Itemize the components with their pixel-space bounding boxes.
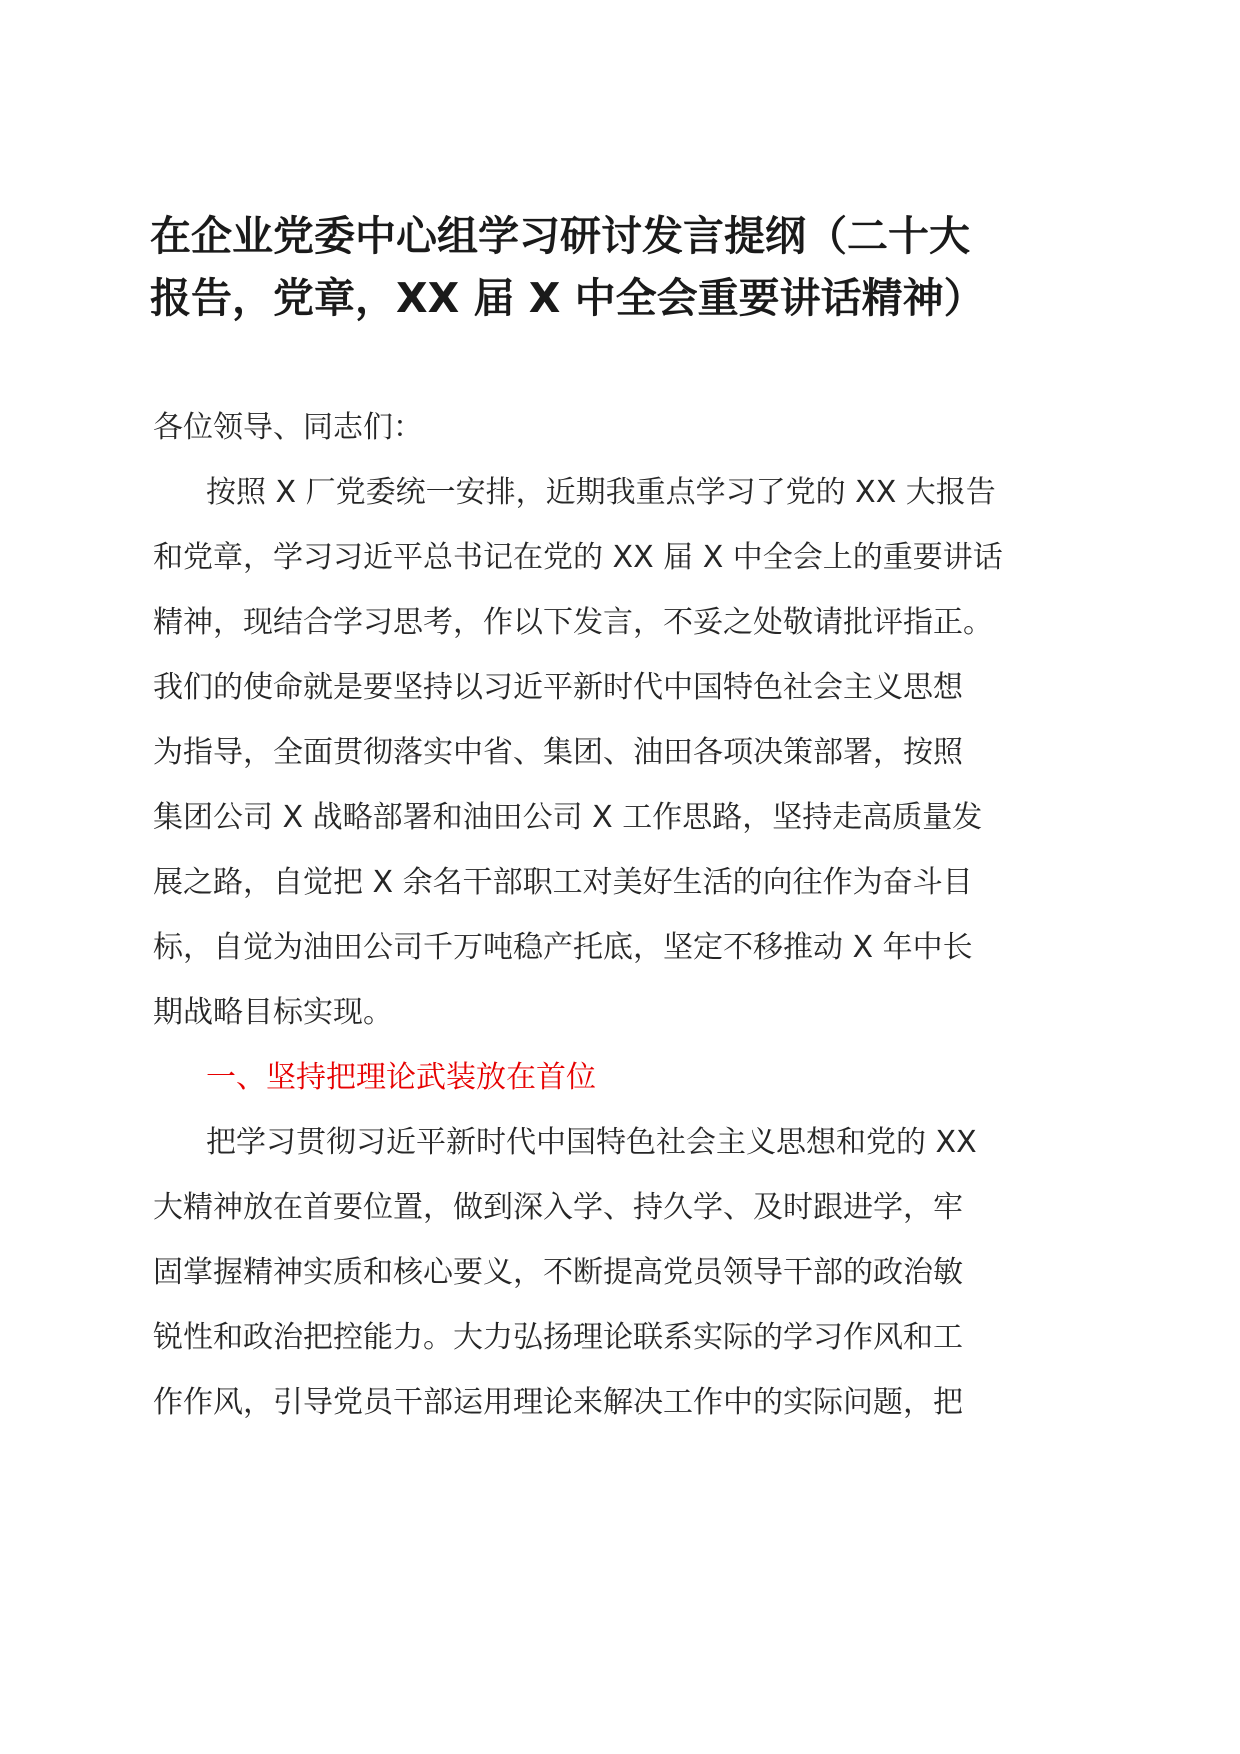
paragraph-line: 我们的使命就是要坚持以习近平新时代中国特色社会主义思想 xyxy=(153,670,963,705)
title-line-1: 在企业党委中心组学习研讨发言提纲（二十大 xyxy=(150,212,970,260)
paragraph-line: 和党章，学习习近平总书记在党的 XX 届 X 中全会上的重要讲话 xyxy=(153,540,1003,575)
document-title xyxy=(150,205,1090,329)
paragraph-1 xyxy=(153,460,1093,1045)
paragraph-line: 标，自觉为油田公司千万吨稳产托底，坚定不移推动 X 年中长 xyxy=(153,930,973,965)
paragraph-line: 把学习贯彻习近平新时代中国特色社会主义思想和党的 XX xyxy=(206,1125,977,1160)
paragraph-line: 为指导，全面贯彻落实中省、集团、油田各项决策部署，按照 xyxy=(153,735,963,770)
section-heading: 一、坚持把理论武装放在首位 xyxy=(206,1060,596,1095)
paragraph-line: 固掌握精神实质和核心要义，不断提高党员领导干部的政治敏 xyxy=(153,1255,963,1290)
paragraph-line: 展之路，自觉把 X 余名干部职工对美好生活的向往作为奋斗目 xyxy=(153,865,973,900)
document-body xyxy=(153,395,1093,1435)
paragraph-line: 期战略目标实现。 xyxy=(153,995,393,1030)
paragraph-line: 集团公司 X 战略部署和油田公司 X 工作思路，坚持走高质量发 xyxy=(153,800,983,835)
paragraph-line: 精神，现结合学习思考，作以下发言，不妥之处敬请批评指正。 xyxy=(153,605,993,640)
paragraph-line: 大精神放在首要位置，做到深入学、持久学、及时跟进学，牢 xyxy=(153,1190,963,1225)
salutation: 各位领导、同志们： xyxy=(153,410,423,445)
paragraph-2 xyxy=(153,1110,1093,1435)
paragraph-line: 作作风，引导党员干部运用理论来解决工作中的实际问题，把 xyxy=(153,1385,963,1420)
paragraph-line: 锐性和政治把控能力。大力弘扬理论联系实际的学习作风和工 xyxy=(153,1320,963,1355)
paragraph-line: 按照 X 厂党委统一安排，近期我重点学习了党的 XX 大报告 xyxy=(206,475,996,510)
title-line-2: 报告，党章，XX 届 X 中全会重要讲话精神） xyxy=(150,274,985,322)
